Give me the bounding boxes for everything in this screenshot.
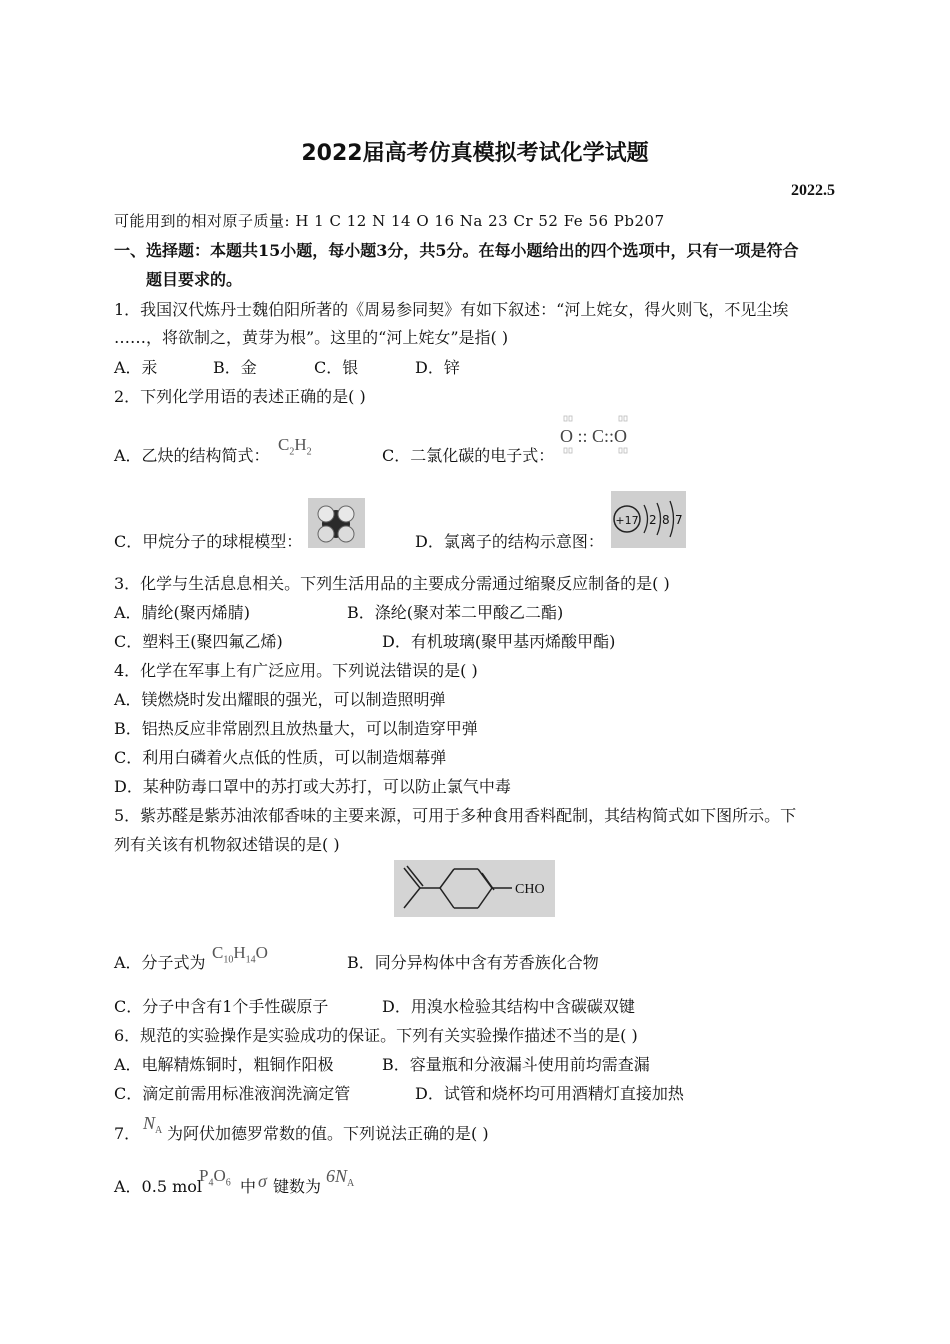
q5-stem-line1: 5．紫苏醛是紫苏油浓郁香味的主要来源，可用于多种食用香料配制，其结构简式如下图所示。下 (114, 806, 797, 825)
section-heading-line1: 一、选择题：本题共15小题，每小题3分，共5分。在每小题给出的四个选项中，只有一项是符合 (114, 241, 799, 260)
svg-text:7: 7 (675, 513, 683, 527)
q4-stem: 4．化学在军事上有广泛应用。下列说法错误的是( ) (114, 661, 478, 680)
q7-number: 7． (114, 1124, 141, 1143)
atomic-masses: 可能用到的相对原子质量: H 1 C 12 N 14 O 16 Na 23 Cr 52 Fe 56 Pb207 (114, 212, 665, 230)
q3-option-d: D．有机玻璃(聚甲基丙烯酸甲酯) (382, 632, 616, 651)
q7-stem: 为阿伏加德罗常数的值。下列说法正确的是( ) (167, 1124, 489, 1143)
q4-option-b: B．铝热反应非常剧烈且放热量大，可以制造穿甲弹 (114, 719, 478, 738)
q7-option-a-post: 键数为 (273, 1177, 322, 1196)
q7-na-symbol: $N_A$ (143, 1113, 163, 1137)
chloride-nucleus-label: +17 (615, 514, 639, 527)
cho-label: CHO (515, 882, 545, 897)
q6-option-b: B．容量瓶和分液漏斗使用前均需查漏 (382, 1055, 650, 1074)
svg-text:2: 2 (649, 513, 657, 527)
svg-text:8: 8 (662, 513, 670, 527)
q3-stem: 3．化学与生活息息相关。下列生活用品的主要成分需通过缩聚反应制备的是( ) (114, 574, 670, 593)
q6-option-a: A．电解精炼铜时，粗铜作阳极 (114, 1055, 334, 1074)
q3-option-b: B．涤纶(聚对苯二甲酸乙二酯) (347, 603, 564, 622)
q4-option-a: A．镁燃烧时发出耀眼的强光，可以制造照明弹 (114, 690, 446, 709)
q5-option-a: A．分子式为 (114, 953, 206, 972)
q2-option-d: D．氯离子的结构示意图： (415, 532, 604, 551)
q6-option-c: C．滴定前需用标准液润洗滴定管 (114, 1084, 351, 1103)
q1-option-a: A．汞 (114, 358, 158, 377)
exam-date: 2022.5 (791, 182, 835, 199)
q6-stem: 6．规范的实验操作是实验成功的保证。下列有关实验操作描述不当的是( ) (114, 1026, 638, 1045)
svg-text:O :: C::O: O :: C::O (560, 426, 628, 446)
q2-option-a-formula: $C_2H_2$ (278, 435, 312, 458)
q5-option-a-formula: $C_{10}H_{14}O$ (212, 943, 268, 966)
q1-stem-line1: 1．我国汉代炼丹士魏伯阳所著的《周易参同契》有如下叙述：“河上姹女，得火则飞，不见尘埃 (114, 300, 789, 319)
page-title: 2022届高考仿真模拟考试化学试题 (301, 141, 649, 166)
q5-option-c: C．分子中含有1个手性碳原子 (114, 997, 329, 1016)
q2-option-a: A．乙炔的结构简式： (114, 446, 270, 465)
q4-option-d: D．某种防毒口罩中的苏打或大苏打，可以防止氯气中毒 (114, 777, 511, 796)
q2-stem: 2．下列化学用语的表述正确的是( ) (114, 387, 366, 406)
q1-option-b: B．金 (213, 358, 257, 377)
q7-option-a-formula: $P_4O_6$ (199, 1166, 231, 1189)
q7-option-a-prefix: A．0.5 mol (114, 1177, 203, 1196)
chloride-ion-structure-diagram (611, 491, 686, 548)
q7-option-a-sigma: σ (258, 1171, 267, 1191)
q7-option-a-mid: 中 (240, 1177, 257, 1196)
q1-option-c: C．银 (314, 358, 359, 377)
q5-option-b: B．同分异构体中含有芳香族化合物 (347, 953, 599, 972)
q5-stem-line2: 列有关该有机物叙述错误的是( ) (114, 835, 340, 854)
q7-option-a-value: $6N_A$ (326, 1166, 355, 1190)
q3-option-c: C．塑料王(聚四氟乙烯) (114, 632, 283, 651)
section-heading-line2: 题目要求的。 (146, 270, 243, 289)
q6-option-d: D．试管和烧杯均可用酒精灯直接加热 (415, 1084, 684, 1103)
q1-option-d: D．锌 (415, 358, 460, 377)
q3-option-a: A．腈纶(聚丙烯腈) (114, 603, 251, 622)
q4-option-c: C．利用白磷着火点低的性质，可以制造烟幕弹 (114, 748, 447, 767)
q2-option-c2: C．甲烷分子的球棍模型： (114, 532, 303, 551)
q2-option-c1: C．二氯化碳的电子式： (382, 446, 555, 465)
methane-ball-stick-model (308, 498, 365, 548)
q5-option-d: D．用溴水检验其结构中含碳碳双键 (382, 997, 635, 1016)
co2-electron-formula (556, 412, 636, 460)
q1-stem-line2: ……，将欲制之，黄芽为根”。这里的“河上姹女”是指( ) (114, 328, 509, 347)
perillaldehyde-structure (394, 860, 555, 917)
